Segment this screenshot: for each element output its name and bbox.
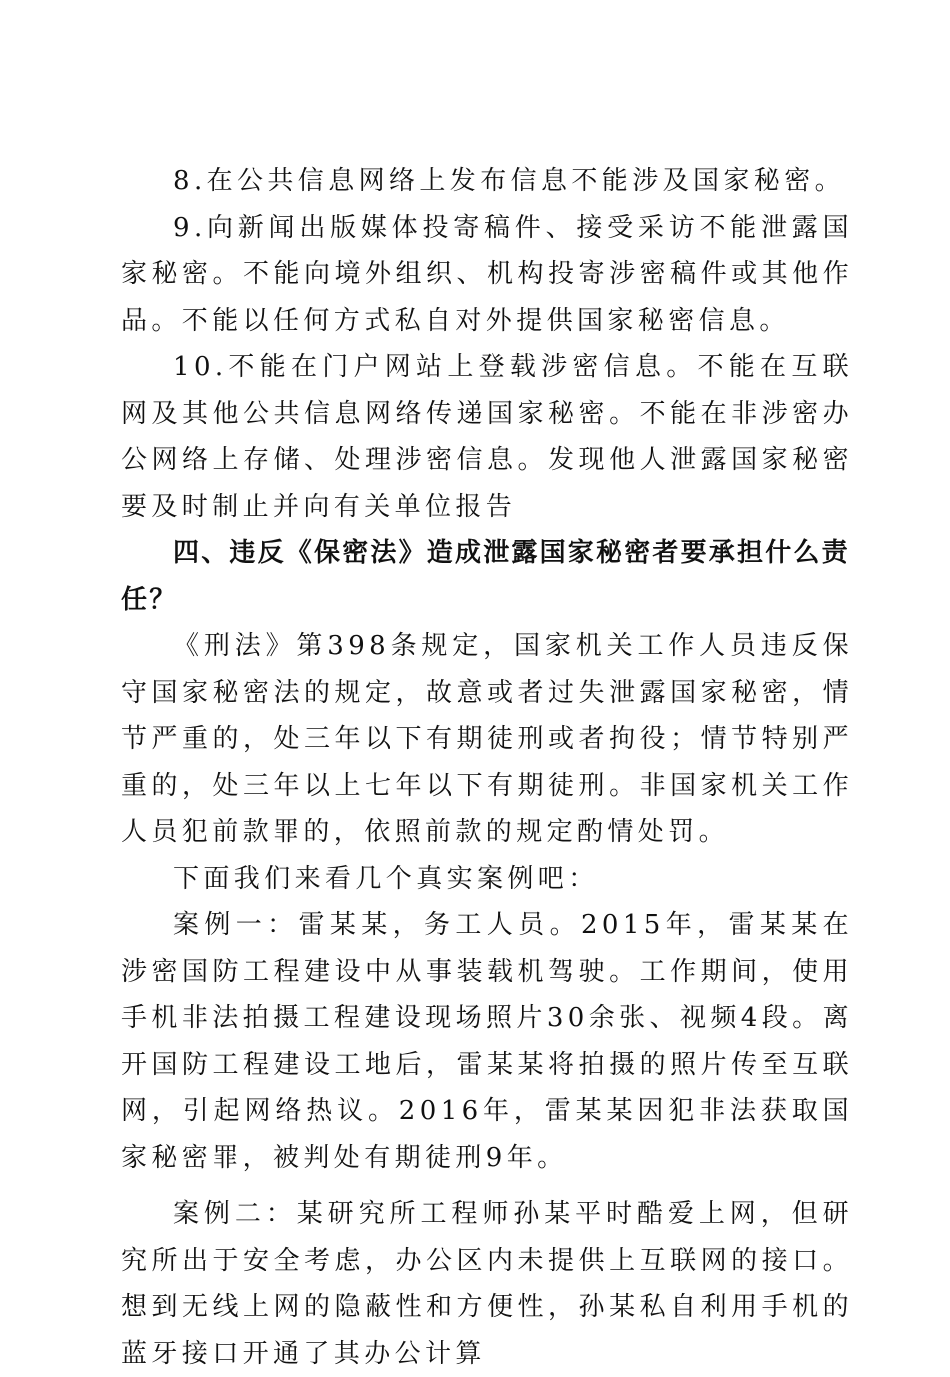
paragraph-rule-8: 8.在公共信息网络上发布信息不能涉及国家秘密。 [173, 166, 846, 196]
paragraph-spacer [121, 1181, 853, 1191]
document-body [121, 158, 853, 1377]
paragraph-case-2: 案例二：某研究所工程师孙某平时酷爱上网，但研究所出于安全考虑，办公区内未提供上互联网的接口。想到无线上网的隐蔽性和方便性，孙某私自利用手机的蓝牙接口开通了其办公计算 [121, 1199, 853, 1369]
paragraph-case-1: 案例一：雷某某，务工人员。2015年，雷某某在涉密国防工程建设中从事装载机驾驶。工作期间，使用手机非法拍摄工程建设现场照片30余张、视频4段。离开国防工程建设工地后，雷某某将拍摄的照片传至互联网，引起网络热议。2016年，雷某某因犯非法获取国家秘密罪，被判处有期徒刑9年。 [121, 910, 853, 1173]
section-heading: 四、违反《保密法》造成泄露国家秘密者要承担什么责任？ [121, 538, 850, 615]
paragraph-rule-10: 10.不能在门户网站上登载涉密信息。不能在互联网及其他公共信息网络传递国家秘密。不能在非涉密办公网络上存储、处理涉密信息。发现他人泄露国家秘密要及时制止并向有关单位报告 [121, 352, 853, 522]
paragraph-rule-9: 9.向新闻出版媒体投寄稿件、接受采访不能泄露国家秘密。不能向境外组织、机构投寄涉密稿件或其他作品。不能以任何方式私自对外提供国家秘密信息。 [121, 212, 853, 336]
paragraph-criminal-law: 《刑法》第398条规定，国家机关工作人员违反保守国家秘密法的规定，故意或者过失泄露国家秘密，情节严重的，处三年以下有期徒刑或者拘役；情节特别严重的，处三年以上七年以下有期徒刑。非国家机关工作人员犯前款罪的，依照前款的规定酌情处罚。 [121, 631, 853, 847]
paragraph-case-intro: 下面我们来看几个真实案例吧： [173, 863, 599, 894]
